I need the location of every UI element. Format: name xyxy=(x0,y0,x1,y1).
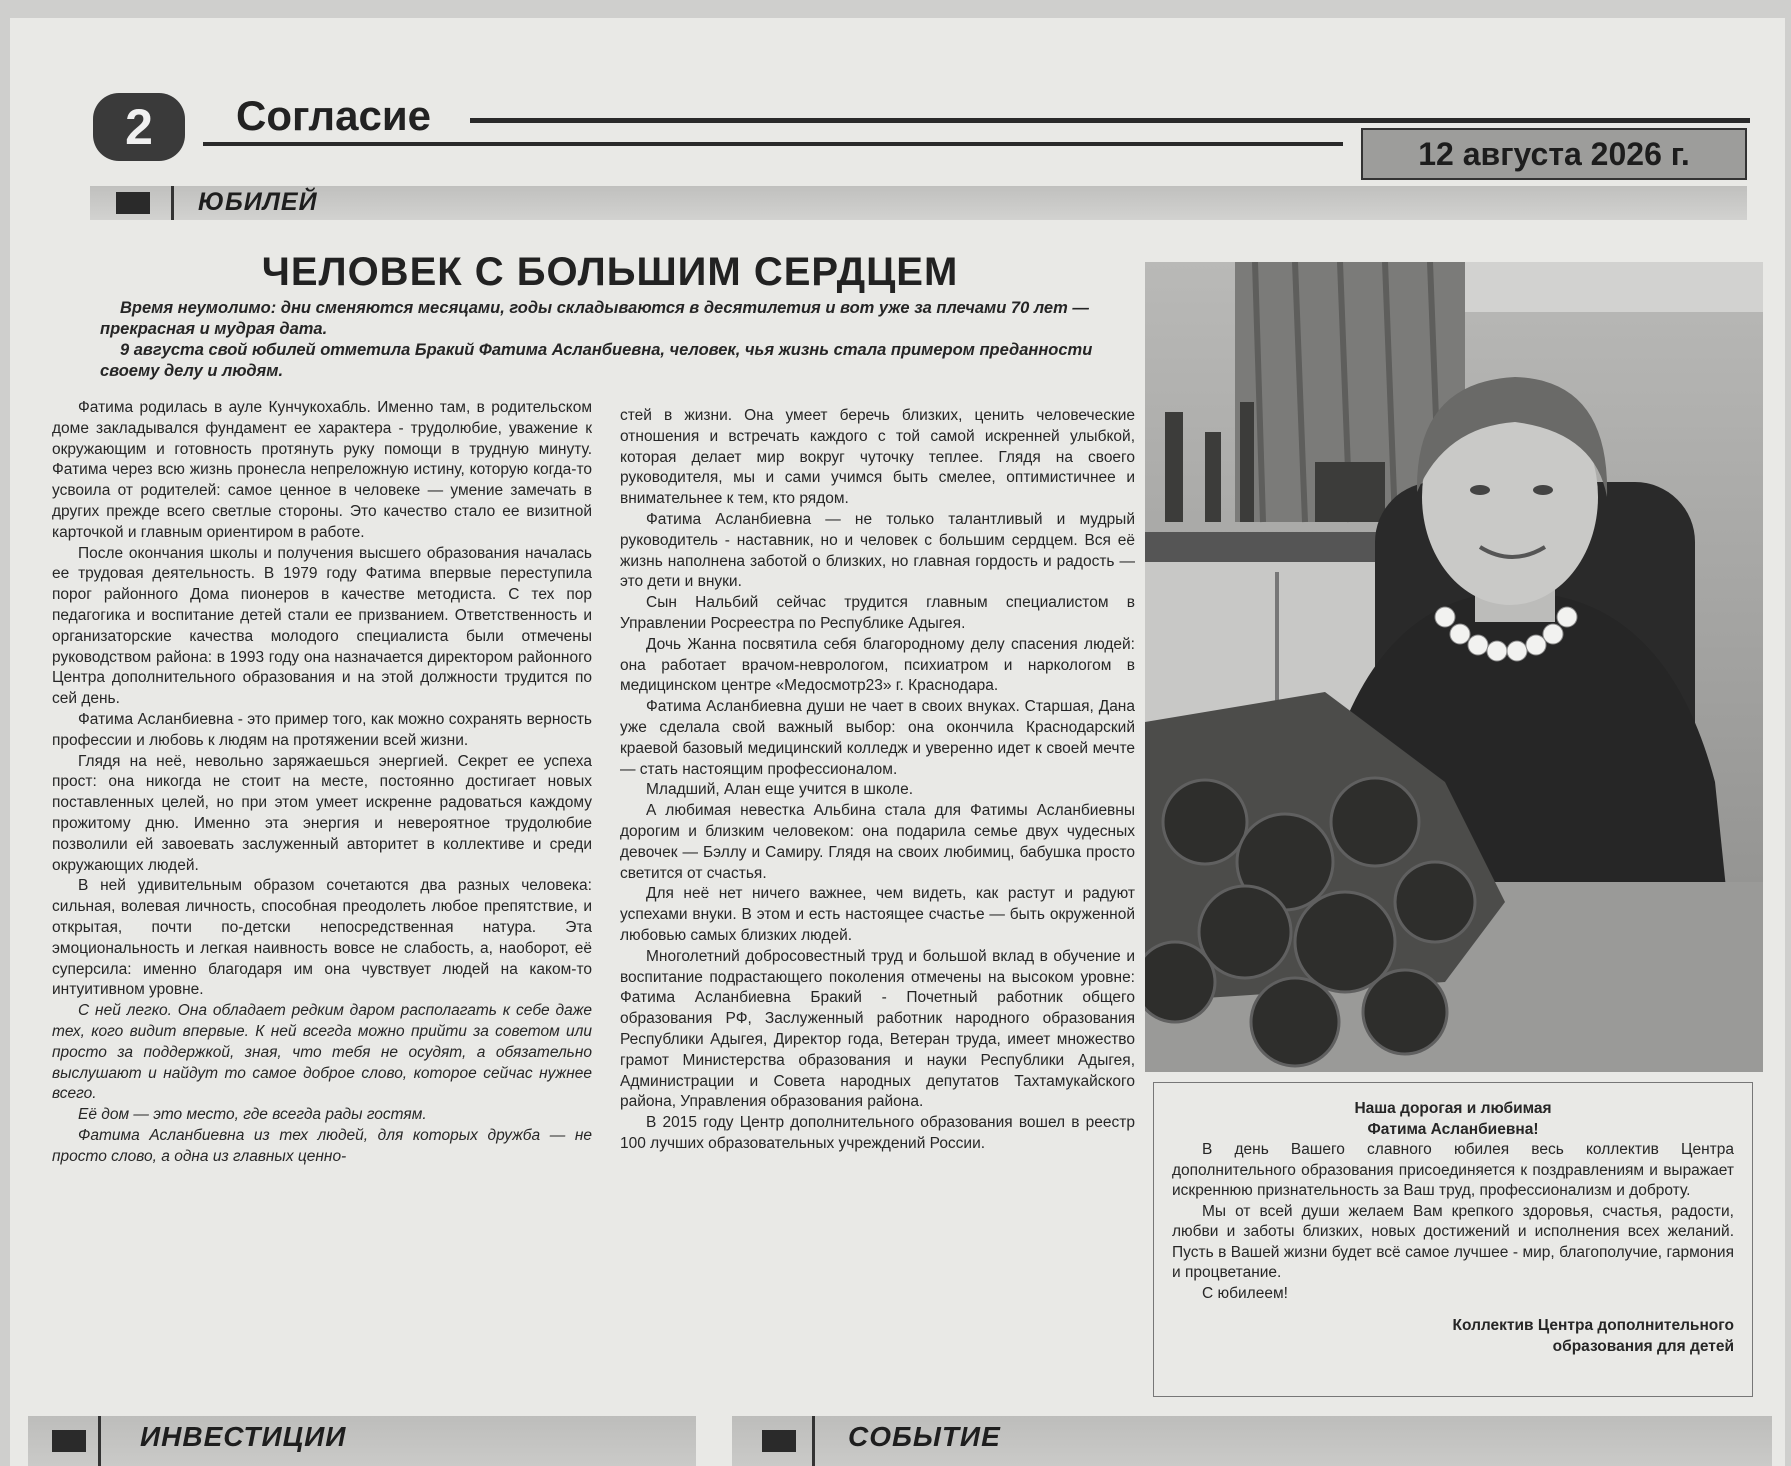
greeting-signature-line-1: Коллектив Центра дополнительного xyxy=(1452,1317,1734,1334)
newspaper-name: Согласие xyxy=(236,92,432,139)
rubric-divider xyxy=(812,1416,815,1466)
issue-date: 12 августа 2026 г. xyxy=(1361,128,1747,180)
paragraph: А любимая невестка Альбина стала для Фатимы Асланбиевны дорогим и близким человеком: она подарила семье двух чудесных девочек — Бэллу и Самиру. Глядя на своих любимиц, бабушка просто светится от счастья. xyxy=(620,802,1135,882)
paragraph: Её дом — это место, где всегда рады гостям. xyxy=(78,1106,427,1124)
portrait-illustration xyxy=(1145,262,1763,1072)
rubric-square-icon xyxy=(762,1430,796,1452)
bottom-rubric-investments: ИНВЕСТИЦИИ xyxy=(140,1421,347,1452)
article-column-1 xyxy=(52,398,592,1167)
greeting-title-line-1: Наша дорогая и любимая xyxy=(1354,1100,1552,1117)
paragraph: В 2015 году Центр дополнительного образования вошел в реестр 100 лучших образовательных учреждений России. xyxy=(620,1114,1135,1152)
lead-paragraph: Время неумолимо: дни сменяются месяцами, годы складываются в десятилетия и вот уже за плечами 70 лет — прекрасная и мудрая дата. xyxy=(100,299,1089,338)
rubric-bar xyxy=(90,186,1747,220)
header-rule-bottom xyxy=(203,142,1343,146)
header-rule-top xyxy=(470,118,1750,123)
lead-paragraph: 9 августа свой юбилей отметила Бракий Фатима Асланбиевна, человек, чья жизнь стала примером преданности своему делу и людям. xyxy=(100,341,1093,380)
greeting-paragraph: Мы от всей души желаем Вам крепкого здоровья, счастья, радости, любви и заботы близких, новых достижений и исполнения всех желаний. Пусть в Вашей жизни будет всё самое лучшее - мир, благополучие, гармония и процветание. xyxy=(1172,1202,1734,1281)
paragraph: Многолетний добросовестный труд и большой вклад в обучение и воспитание подрастающего поколения отмечены на высоком уровне: Фатима Асланбиевна Бракий - Почетный работник общего образования РФ, Заслуженный работник народного образования Республики Адыгея, Директор года, Ветеран труда, имеет множество грамот Министерства образования и науки Республики Адыгея, Администрации и Совета народных депутатов Тахтамукайского района, Управления образования района. xyxy=(620,947,1135,1111)
greeting-paragraph: С юбилеем! xyxy=(1202,1284,1288,1302)
paragraph: После окончания школы и получения высшего образования началась ее трудовая деятельность. В 1979 году Фатима впервые переступила порог районного Дома пионеров в качестве методиста. С тех пор педагогика и воспитание детей стали ее призванием. Ответственность и организаторские качества молодого специалиста были отмечены руководством района: в 1993 году она назначается директором районного Центра дополнительного образования и на этой должности трудится по сей день. xyxy=(52,544,592,708)
paragraph: Фатима Асланбиевна души не чает в своих внуках. Старшая, Дана уже сделала свой важный выбор: она окончила Краснодарский краевой базовый медицинский колледж и уверенно идет к своей мечте — стать настоящим профессионалом. xyxy=(620,698,1135,778)
paragraph: Фатима родилась в ауле Кунчукохабль. Именно там, в родительском доме закладывался фундамент ее характера - трудолюбие, уважение к окружающим и готовность протянуть руку помощи в трудную минуту. Фатима через всю жизнь пронесла непреложную истину, которую когда-то усвоила от родителей: самое ценное в человеке — умение замечать в других прежде всего светлые стороны. Это качество стало ее визитной карточкой и главным ориентиром в работе. xyxy=(52,399,592,541)
paragraph: Сын Нальбий сейчас трудится главным специалистом в Управлении Росреестра по Республике Адыгея. xyxy=(620,594,1135,632)
paragraph: стей в жизни. Она умеет беречь близких, ценить человеческие отношения и встречать каждого с той самой искренней улыбкой, которая делает мир вокруг чуточку теплее. Глядя на своего руководителя, мы и сами учимся быть смелее, оптимистичнее и внимательнее к тем, кто рядом. xyxy=(620,407,1135,508)
paragraph: Фатима Асланбиевна — не только талантливый и мудрый руководитель - наставник, но и человек с большим сердцем. Вся её жизнь наполнена заботой о близких, но главная гордость и радость — это дети и внуки. xyxy=(620,510,1135,591)
greeting-paragraph: В день Вашего славного юбилея весь коллектив Центра дополнительного образования присоединяется к поздравлениям и выражает искреннюю признательность за Ваш труд, профессионализм и доброту. xyxy=(1172,1141,1734,1199)
paragraph: Фатима Асланбиевна - это пример того, как можно сохранять верность профессии и любовь к людям на протяжении всей жизни. xyxy=(52,710,592,749)
portrait-photo xyxy=(1145,262,1763,1072)
rubric-square-icon xyxy=(52,1430,86,1452)
paragraph: С ней легко. Она обладает редким даром располагать к себе даже тех, кого видит впервые. К ней всегда можно прийти за советом или просто за поддержкой, зная, что тебя не осудят, а обязательно выслушают и найдут то самое доброе слово, которое сейчас нужнее всего. xyxy=(52,1002,592,1103)
paragraph: Дочь Жанна посвятила себя благородному делу спасения людей: она работает врачом-неврологом, психиатром и наркологом в медицинском центре «Медосмотр23» г. Краснодара. xyxy=(620,635,1135,695)
bottom-rubric-bar-investments xyxy=(28,1416,696,1466)
rubric-square-icon xyxy=(116,192,150,214)
paragraph: Для неё нет ничего важнее, чем видеть, как растут и радуют успехами внуки. В этом и есть настоящее счастье — быть окруженной любовью самых близких людей. xyxy=(620,885,1135,944)
greeting-box xyxy=(1153,1082,1753,1397)
paragraph: Глядя на неё, невольно заряжаешься энергией. Секрет ее успеха прост: она никогда не стоит на месте, постоянно достигает новых поставленных целей, но при этом умеет искренне радоваться каждому прожитому дню. Именно эта энергия и невероятное трудолюбие позволили ей завоевать заслуженный авторитет в коллективе и среди окружающих людей. xyxy=(52,752,592,874)
rubric-divider xyxy=(171,186,174,220)
rubric-label: ЮБИЛЕЙ xyxy=(198,188,318,216)
bottom-rubric-event: СОБЫТИЕ xyxy=(848,1421,1001,1452)
paragraph: Младший, Алан еще учится в школе. xyxy=(646,781,914,799)
paragraph: В ней удивительным образом сочетаются два разных человека: сильная, волевая личность, способная преодолеть любое препятствие, и открытая, почти по-детски непосредственная натура. Эта эмоциональность и легкая наивность вовсе не слабость, а, наоборот, её суперсила: именно благодаря им она чувствует людей на каком-то интуитивном уровне. xyxy=(52,877,592,999)
rubric-divider xyxy=(98,1416,101,1466)
greeting-signature-line-2: образования для детей xyxy=(1552,1337,1734,1355)
page-number: 2 xyxy=(93,93,185,161)
paragraph: Фатима Асланбиевна из тех людей, для которых дружба — не просто слово, а одна из главных ценно- xyxy=(52,1126,592,1165)
article-headline: ЧЕЛОВЕК С БОЛЬШИМ СЕРДЦЕМ xyxy=(261,250,959,294)
article-lead xyxy=(100,298,1130,382)
article-column-2 xyxy=(620,406,1135,1155)
greeting-title-line-2: Фатима Асланбиевна! xyxy=(1367,1120,1539,1138)
